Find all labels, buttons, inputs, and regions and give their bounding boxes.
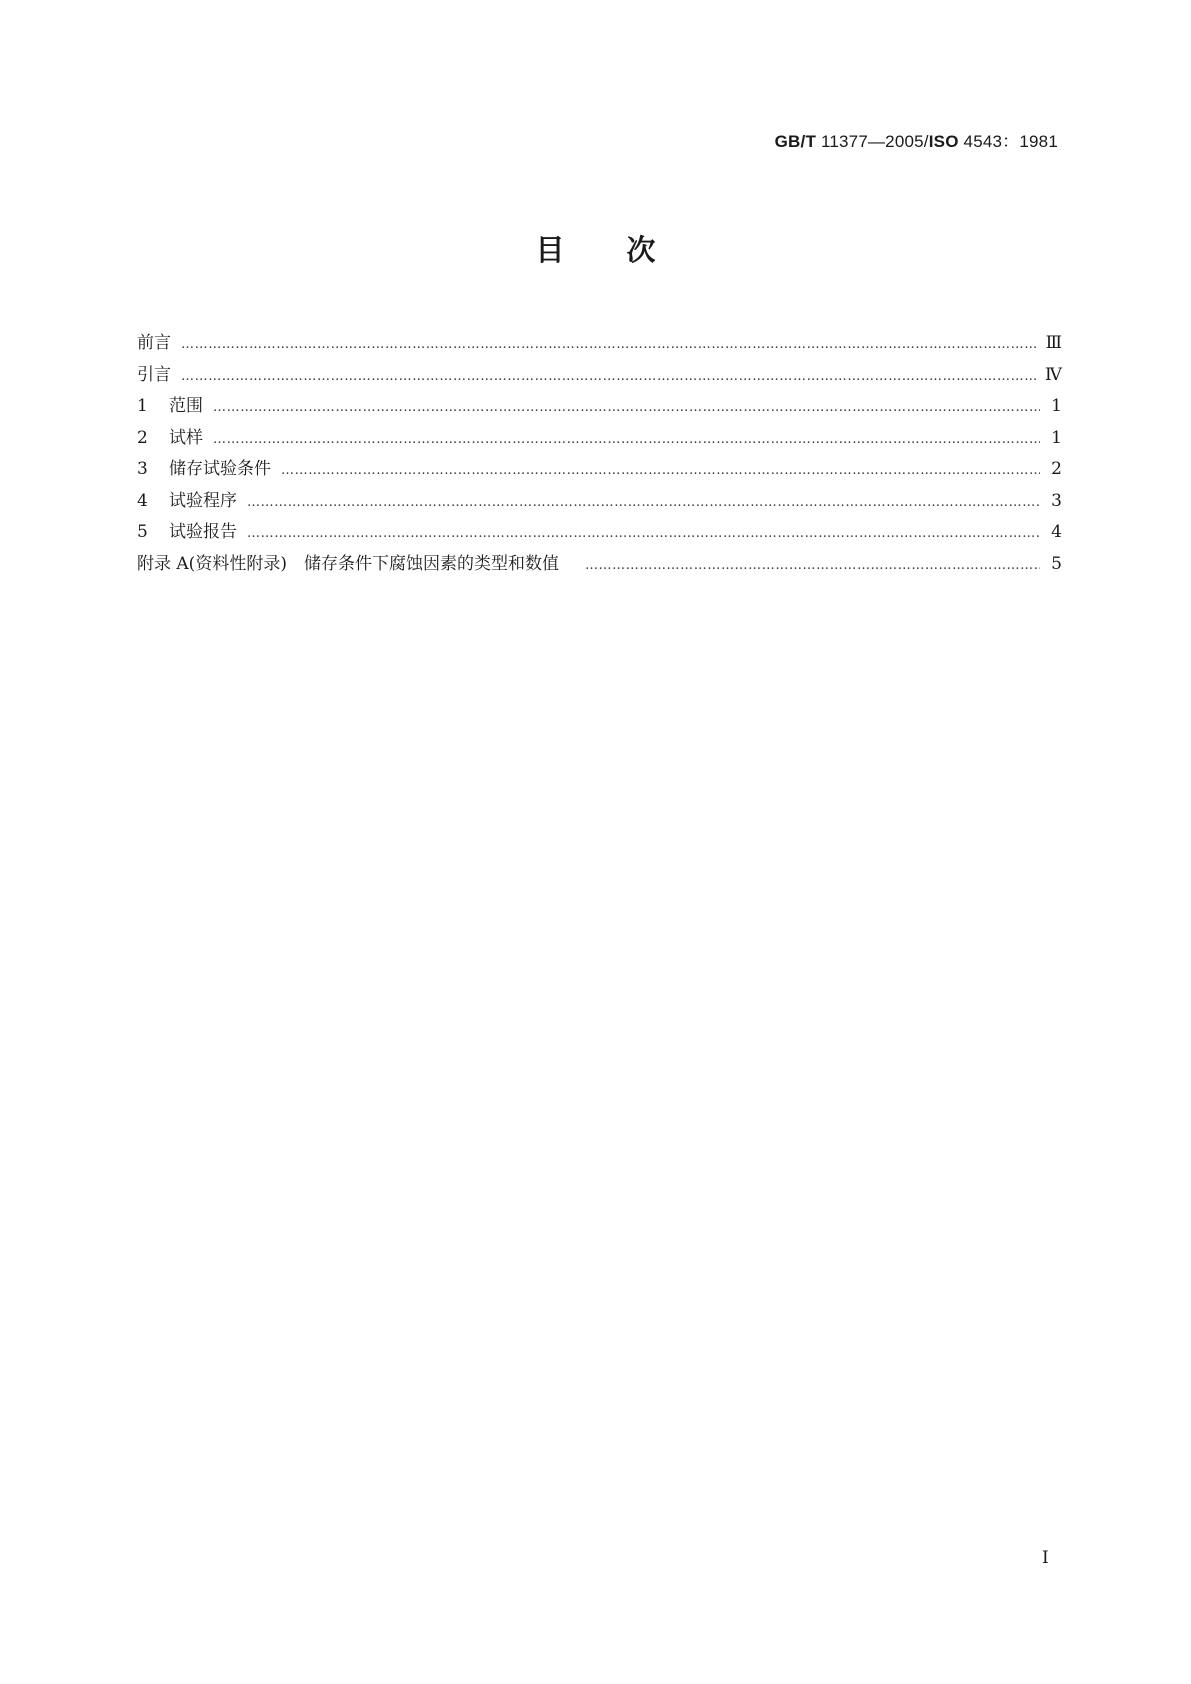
- toc-dot-leader: [213, 432, 1040, 447]
- standard-code-number: 11377—2005/: [816, 132, 929, 151]
- toc-entry-label: 储存试验条件: [169, 459, 271, 479]
- toc-entry-page: 4: [1051, 522, 1062, 542]
- toc-entry-number: 5: [137, 522, 148, 542]
- toc-entry-storage-conditions[interactable]: [137, 454, 1062, 486]
- toc-entry-number: 1: [137, 396, 148, 416]
- toc-entry-label: 试验报告: [169, 522, 237, 542]
- toc-entry-annex-a[interactable]: [137, 549, 1062, 581]
- page-number: Ⅰ: [1042, 1548, 1049, 1568]
- toc-entry-label: 范围: [169, 396, 203, 416]
- toc-entry-number: 4: [137, 490, 148, 511]
- toc-title: 目次: [535, 233, 718, 267]
- toc-entry-label: 附录 A(资料性附录) 储存条件下腐蚀因素的类型和数值: [137, 553, 559, 574]
- standard-code-prefix: GB/T: [774, 132, 817, 151]
- toc-entry-page: 1: [1051, 396, 1062, 416]
- standard-code-header: [775, 127, 1058, 152]
- toc-entry-scope[interactable]: [137, 391, 1062, 423]
- toc-dot-leader: [247, 495, 1040, 510]
- toc-entry-page: Ⅳ: [1045, 364, 1062, 385]
- toc-entry-page: 2: [1051, 459, 1062, 479]
- iso-prefix: ISO: [928, 132, 959, 151]
- toc-entry-label: 试样: [169, 427, 203, 448]
- toc-dot-leader: [585, 558, 1040, 573]
- toc-entry-label: 前言: [137, 333, 171, 353]
- toc-dot-leader: [181, 337, 1038, 352]
- toc-entry-introduction[interactable]: [137, 360, 1062, 392]
- toc-entry-number: 3: [137, 459, 148, 479]
- toc-dot-leader: [281, 463, 1040, 478]
- toc-entry-label: 试验程序: [169, 490, 237, 511]
- toc-entry-test-procedure[interactable]: [137, 486, 1062, 518]
- toc-entry-label: 引言: [137, 364, 171, 385]
- toc-entry-test-report[interactable]: [137, 517, 1062, 549]
- toc-entry-page: 3: [1051, 490, 1062, 511]
- toc-entry-foreword[interactable]: [137, 328, 1062, 360]
- toc-entry-number: 2: [137, 427, 148, 448]
- toc-dot-leader: [247, 526, 1040, 541]
- table-of-contents: [137, 328, 1062, 580]
- toc-entry-specimens[interactable]: [137, 423, 1062, 455]
- toc-dot-leader: [213, 400, 1040, 415]
- toc-entry-page: 5: [1051, 553, 1062, 574]
- iso-number: 4543：1981: [958, 132, 1058, 151]
- toc-entry-page: 1: [1051, 427, 1062, 448]
- toc-dot-leader: [181, 369, 1037, 384]
- toc-entry-page: Ⅲ: [1045, 333, 1062, 353]
